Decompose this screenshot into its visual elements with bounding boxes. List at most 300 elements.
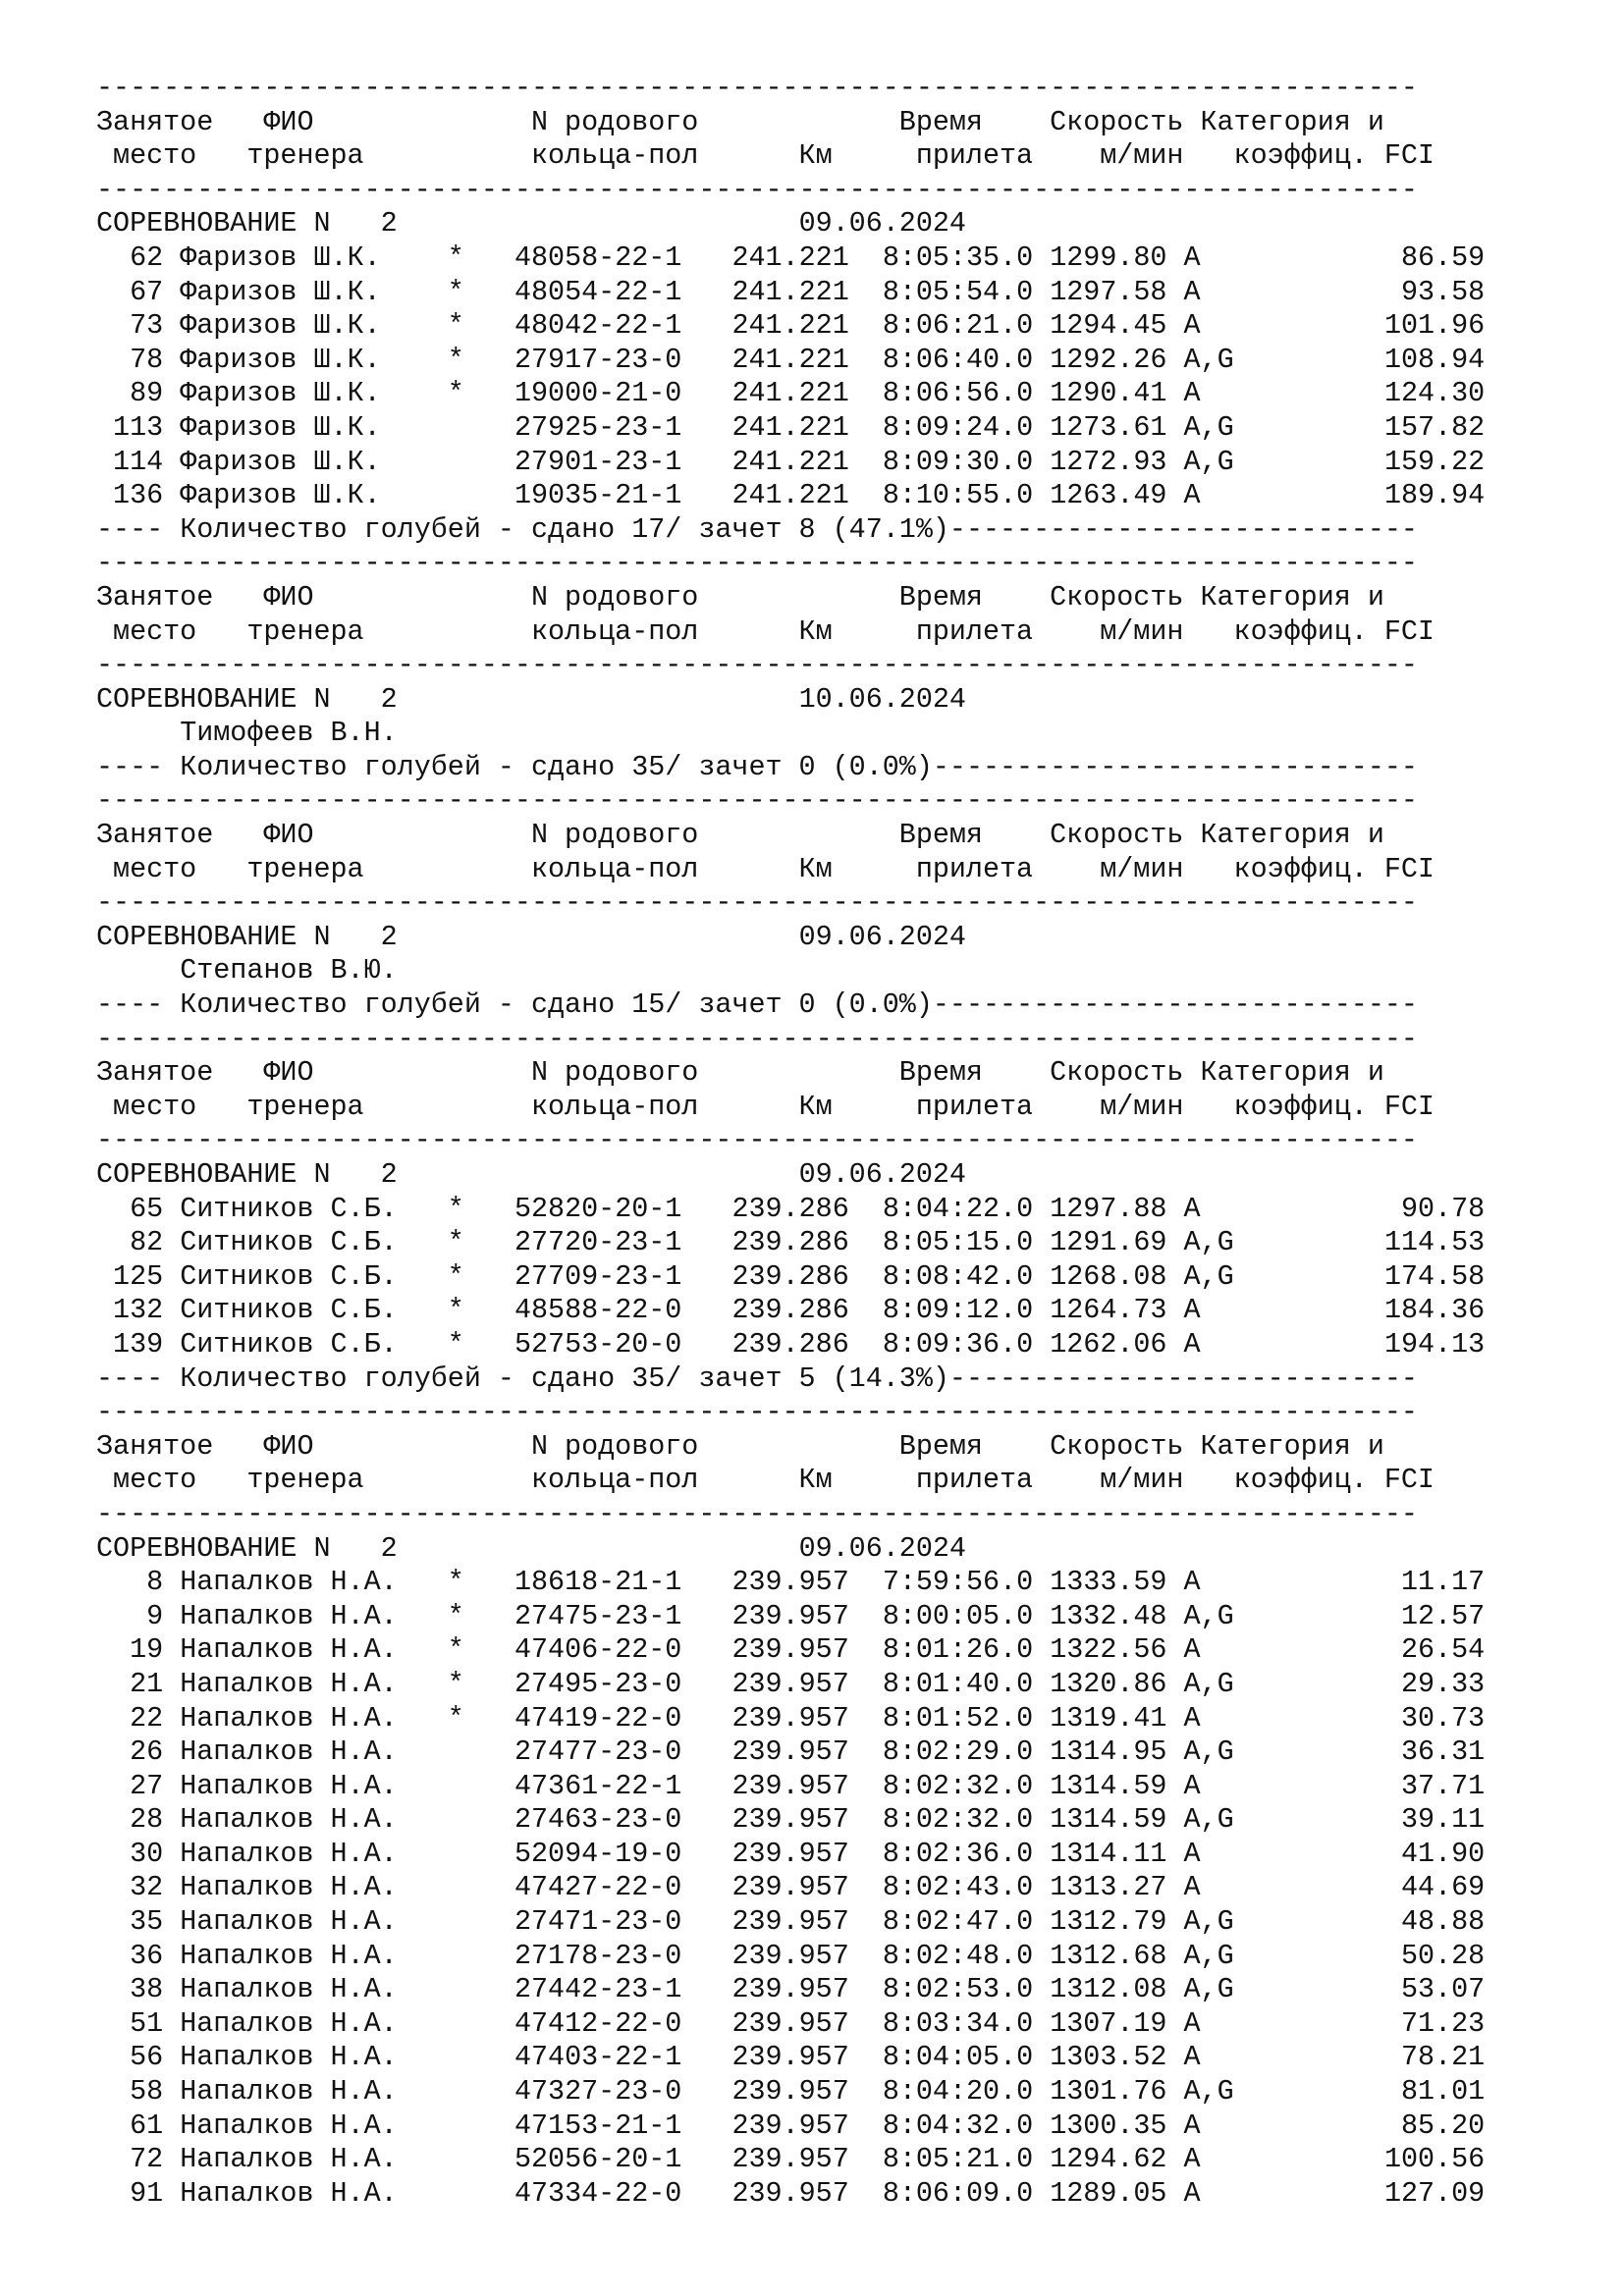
table-row <box>96 1838 1569 1872</box>
cell-time: 8:02:36.0 <box>882 1837 1034 1870</box>
cell-ring: 48042-22-1 <box>514 309 682 343</box>
cell-coefficient: 90.78 <box>1233 1192 1486 1225</box>
cell-km: 241.221 <box>731 410 849 444</box>
cell-ring: 19035-21-1 <box>514 479 682 512</box>
sep <box>1033 2041 1050 2073</box>
sep <box>1033 479 1050 511</box>
cell-coefficient: 41.90 <box>1233 1837 1486 1870</box>
table-row <box>96 2143 1569 2177</box>
cell-category: A <box>1183 1701 1234 1735</box>
cell-mark: * <box>413 1327 514 1361</box>
sep <box>849 1770 883 1802</box>
cell-ring: 27463-23-0 <box>514 1803 682 1837</box>
cell-speed: 1273.61 <box>1050 410 1167 444</box>
sep <box>163 276 180 308</box>
cell-speed: 1314.11 <box>1050 1837 1167 1870</box>
sep <box>849 2109 883 2142</box>
cell-time: 8:06:56.0 <box>882 377 1034 410</box>
sep <box>681 2177 731 2210</box>
table-row <box>96 446 1569 480</box>
cell-mark: * <box>413 1667 514 1700</box>
cell-place: 89 <box>96 377 164 410</box>
sep <box>681 479 731 511</box>
sep <box>849 2143 883 2175</box>
cell-coefficient: 159.22 <box>1233 445 1486 478</box>
cell-category: A,G <box>1183 343 1234 376</box>
trainer-name: Тимофеев В.Н. <box>180 717 398 750</box>
cell-speed: 1313.27 <box>1050 1871 1167 1904</box>
cell-ring: 19000-21-0 <box>514 377 682 410</box>
cell-time: 8:09:36.0 <box>882 1327 1034 1361</box>
cell-speed: 1312.08 <box>1050 1973 1167 2006</box>
column-header-line-1: Занятое ФИО N родового Время Скорость Категория и <box>96 105 1384 138</box>
sep <box>1033 276 1050 308</box>
cell-speed: 1319.41 <box>1050 1701 1167 1735</box>
cell-trainer: Напалков Н.А. <box>180 2176 414 2210</box>
cell-mark <box>414 1838 514 1870</box>
table-row <box>96 276 1569 310</box>
sep <box>681 1294 731 1326</box>
cell-coefficient: 124.30 <box>1233 377 1486 410</box>
sep <box>849 1260 883 1293</box>
cell-km: 239.286 <box>731 1192 849 1225</box>
cell-category: A <box>1183 2143 1234 2176</box>
table-row <box>96 241 1569 276</box>
cell-mark <box>414 411 514 444</box>
cell-ring: 47327-23-0 <box>514 2075 682 2109</box>
cell-mark <box>414 2007 514 2040</box>
cell-coefficient: 29.33 <box>1233 1667 1486 1700</box>
cell-speed: 1263.49 <box>1050 479 1167 512</box>
sep <box>1166 276 1183 308</box>
sep <box>681 276 731 308</box>
sep <box>163 2041 180 2073</box>
cell-time: 8:02:32.0 <box>882 1803 1034 1837</box>
cell-trainer: Фаризов Ш.К. <box>180 410 414 444</box>
cell-speed: 1297.88 <box>1050 1192 1167 1225</box>
cell-mark: * <box>413 1599 514 1632</box>
table-row <box>96 1905 1569 1940</box>
cell-coefficient: 174.58 <box>1233 1259 1486 1293</box>
cell-ring: 52820-20-1 <box>514 1192 682 1225</box>
sep <box>1166 1294 1183 1326</box>
sep <box>163 1294 180 1326</box>
cell-time: 8:01:40.0 <box>882 1667 1034 1700</box>
sep <box>1033 1803 1050 1836</box>
table-row <box>96 1668 1569 1702</box>
competition-date: 09.06.2024 <box>798 1531 966 1565</box>
column-header-line-2: место тренера кольца-пол Км прилета м/мин коэффиц. FCI <box>96 852 1435 885</box>
cell-mark <box>414 1735 514 1768</box>
divider: ------------------------------------------------------------------------------- <box>96 784 1418 818</box>
column-header-line-2: место тренера кольца-пол Км прилета м/мин коэффиц. FCI <box>96 614 1435 648</box>
cell-km: 239.957 <box>731 2041 849 2074</box>
sep <box>163 1735 180 1768</box>
sep <box>681 2143 731 2175</box>
cell-ring: 47403-22-1 <box>514 2041 682 2074</box>
cell-place: 62 <box>96 240 164 274</box>
cell-place: 32 <box>96 1871 164 1904</box>
cell-km: 239.957 <box>731 1599 849 1632</box>
sep <box>1166 1871 1183 1903</box>
summary-text: Количество голубей - сдано 35/ зачет 5 (14.3%) <box>180 1362 949 1395</box>
sep <box>1166 1668 1183 1700</box>
sep <box>849 1226 883 1258</box>
cell-km: 239.957 <box>731 1769 849 1802</box>
sep <box>681 1193 731 1225</box>
cell-place: 78 <box>96 343 164 376</box>
sep <box>1033 446 1050 478</box>
cell-speed: 1262.06 <box>1050 1327 1167 1361</box>
sep <box>163 1226 180 1258</box>
cell-time: 8:04:22.0 <box>882 1192 1034 1225</box>
sep <box>163 2143 180 2175</box>
column-header-line-2: место тренера кольца-пол Км прилета м/мин коэффиц. FCI <box>96 139 1435 173</box>
cell-coefficient: 127.09 <box>1233 2176 1486 2210</box>
cell-place: 136 <box>96 479 164 512</box>
sep <box>681 2075 731 2108</box>
cell-km: 241.221 <box>731 377 849 410</box>
cell-mark: * <box>413 309 514 343</box>
cell-trainer: Напалков Н.А. <box>180 1871 414 1904</box>
sep <box>1033 377 1050 409</box>
cell-category: A <box>1183 2109 1234 2142</box>
cell-place: 132 <box>96 1294 164 1327</box>
cell-trainer: Напалков Н.А. <box>180 1599 414 1632</box>
sep <box>1166 1905 1183 1938</box>
cell-speed: 1292.26 <box>1050 343 1167 376</box>
cell-ring: 18618-21-1 <box>514 1566 682 1599</box>
cell-time: 8:03:34.0 <box>882 2006 1034 2040</box>
sep <box>681 1905 731 1938</box>
cell-speed: 1268.08 <box>1050 1259 1167 1293</box>
sep <box>849 411 883 444</box>
divider: ------------------------------------------------------------------------------- <box>96 1022 1418 1055</box>
cell-trainer: Фаризов Ш.К. <box>180 445 414 478</box>
sep <box>1033 309 1050 342</box>
sep <box>1166 241 1183 274</box>
cell-coefficient: 12.57 <box>1233 1599 1486 1632</box>
sep <box>1166 309 1183 342</box>
competition-line <box>96 1532 1569 1567</box>
sep <box>1166 411 1183 444</box>
cell-mark <box>414 479 514 511</box>
cell-category: A <box>1183 1837 1234 1870</box>
cell-km: 239.957 <box>731 1905 849 1939</box>
cell-trainer: Напалков Н.А. <box>180 2143 414 2176</box>
cell-trainer: Напалков Н.А. <box>180 1905 414 1939</box>
divider: ------------------------------------------------------------------------------- <box>96 1396 1418 1429</box>
sep <box>1033 241 1050 274</box>
cell-ring: 52094-19-0 <box>514 1837 682 1870</box>
summary-dashes-right: ----------------------------- <box>932 988 1418 1022</box>
sep <box>163 2177 180 2210</box>
cell-coefficient: 50.28 <box>1233 1939 1486 1972</box>
cell-category: A <box>1183 240 1234 274</box>
cell-category: A,G <box>1183 1259 1234 1293</box>
table-row <box>96 1328 1569 1362</box>
sep <box>681 377 731 409</box>
cell-trainer: Ситников С.Б. <box>180 1259 414 1293</box>
sep <box>1033 1735 1050 1768</box>
sep <box>1166 2143 1183 2175</box>
cell-category: A,G <box>1183 1667 1234 1700</box>
sep <box>1033 2143 1050 2175</box>
sep <box>681 1940 731 1972</box>
summary-dashes-left: ---- <box>96 988 181 1022</box>
cell-trainer: Ситников С.Б. <box>180 1226 414 1259</box>
cell-mark: * <box>413 1701 514 1735</box>
cell-ring: 47361-22-1 <box>514 1769 682 1802</box>
cell-place: 27 <box>96 1769 164 1802</box>
sep <box>1033 2109 1050 2142</box>
cell-mark: * <box>413 1226 514 1259</box>
sep <box>1166 1838 1183 1870</box>
cell-km: 241.221 <box>731 309 849 343</box>
sep <box>681 309 731 342</box>
sep <box>1166 1940 1183 1972</box>
cell-speed: 1312.68 <box>1050 1939 1167 1972</box>
cell-time: 8:04:32.0 <box>882 2109 1034 2142</box>
table-row <box>96 1973 1569 2007</box>
cell-time: 8:02:47.0 <box>882 1905 1034 1939</box>
indent <box>96 717 180 749</box>
cell-trainer: Напалков Н.А. <box>180 1667 414 1700</box>
sep <box>163 1260 180 1293</box>
cell-time: 8:05:15.0 <box>882 1226 1034 1259</box>
sep <box>681 1735 731 1768</box>
cell-speed: 1272.93 <box>1050 445 1167 478</box>
sep <box>849 1838 883 1870</box>
cell-mark <box>414 1770 514 1802</box>
results-report <box>96 72 1569 2211</box>
sep <box>163 1803 180 1836</box>
cell-place: 73 <box>96 309 164 343</box>
cell-place: 139 <box>96 1327 164 1361</box>
sep <box>1033 1871 1050 1903</box>
cell-km: 239.286 <box>731 1259 849 1293</box>
summary-line <box>96 988 1569 1023</box>
cell-category: A <box>1183 377 1234 410</box>
cell-ring: 27901-23-1 <box>514 445 682 478</box>
sep <box>163 1633 180 1666</box>
table-row <box>96 344 1569 378</box>
sep <box>1033 1226 1050 1258</box>
cell-speed: 1290.41 <box>1050 377 1167 410</box>
cell-ring: 27925-23-1 <box>514 410 682 444</box>
cell-time: 8:05:21.0 <box>882 2143 1034 2176</box>
cell-category: A <box>1183 309 1234 343</box>
cell-trainer: Напалков Н.А. <box>180 1735 414 1769</box>
sep <box>163 1940 180 1972</box>
sep <box>681 1566 731 1598</box>
cell-trainer: Напалков Н.А. <box>180 1566 414 1599</box>
cell-time: 8:05:54.0 <box>882 275 1034 308</box>
cell-place: 26 <box>96 1735 164 1769</box>
table-row <box>96 2041 1569 2075</box>
cell-trainer: Напалков Н.А. <box>180 2006 414 2040</box>
sep <box>681 1838 731 1870</box>
cell-trainer: Ситников С.Б. <box>180 1192 414 1225</box>
cell-coefficient: 101.96 <box>1233 309 1486 343</box>
cell-category: A <box>1183 1633 1234 1667</box>
cell-coefficient: 30.73 <box>1233 1701 1486 1735</box>
sep <box>163 1871 180 1903</box>
cell-category: A <box>1183 479 1234 512</box>
sep <box>163 344 180 376</box>
competition-title: СОРЕВНОВАНИЕ N 2 <box>96 1531 799 1565</box>
cell-time: 8:01:26.0 <box>882 1633 1034 1667</box>
sep <box>163 446 180 478</box>
column-header-line-1: Занятое ФИО N родового Время Скорость Категория и <box>96 1056 1384 1090</box>
table-row <box>96 1193 1569 1227</box>
cell-category: A <box>1183 2006 1234 2040</box>
cell-time: 8:04:05.0 <box>882 2041 1034 2074</box>
cell-speed: 1300.35 <box>1050 2109 1167 2142</box>
divider: ------------------------------------------------------------------------------- <box>96 886 1418 920</box>
sep <box>1166 1193 1183 1225</box>
sep <box>849 1193 883 1225</box>
cell-category: A,G <box>1183 1973 1234 2006</box>
cell-km: 241.221 <box>731 445 849 478</box>
sep <box>1166 2007 1183 2040</box>
cell-km: 239.286 <box>731 1226 849 1259</box>
table-row <box>96 1633 1569 1668</box>
summary-text: Количество голубей - сдано 17/ зачет 8 (47.1%) <box>180 512 949 546</box>
cell-ring: 27475-23-1 <box>514 1599 682 1632</box>
sep <box>163 411 180 444</box>
cell-place: 56 <box>96 2041 164 2074</box>
sep <box>1166 1973 1183 2005</box>
cell-speed: 1307.19 <box>1050 2006 1167 2040</box>
cell-mark <box>414 2143 514 2175</box>
cell-mark: * <box>413 1633 514 1667</box>
cell-coefficient: 194.13 <box>1233 1327 1486 1361</box>
cell-place: 9 <box>96 1599 164 1632</box>
divider: ------------------------------------------------------------------------------- <box>96 72 1418 104</box>
cell-place: 72 <box>96 2143 164 2176</box>
cell-time: 8:02:53.0 <box>882 1973 1034 2006</box>
cell-mark <box>414 446 514 478</box>
cell-ring: 48588-22-0 <box>514 1294 682 1327</box>
sep <box>849 2041 883 2073</box>
cell-mark: * <box>413 377 514 410</box>
cell-category: A <box>1183 2176 1234 2210</box>
cell-speed: 1294.62 <box>1050 2143 1167 2176</box>
cell-trainer: Напалков Н.А. <box>180 2075 414 2109</box>
cell-place: 114 <box>96 445 164 478</box>
competition-date: 09.06.2024 <box>798 1158 966 1191</box>
sep <box>681 1871 731 1903</box>
cell-place: 8 <box>96 1566 164 1599</box>
cell-speed: 1320.86 <box>1050 1667 1167 1700</box>
cell-coefficient: 189.94 <box>1233 479 1486 512</box>
divider: ------------------------------------------------------------------------------- <box>96 1124 1418 1157</box>
cell-speed: 1301.76 <box>1050 2075 1167 2109</box>
cell-speed: 1303.52 <box>1050 2041 1167 2074</box>
table-row <box>96 377 1569 411</box>
cell-speed: 1314.95 <box>1050 1735 1167 1769</box>
cell-place: 82 <box>96 1226 164 1259</box>
sep <box>681 241 731 274</box>
cell-km: 239.957 <box>731 2006 849 2040</box>
cell-ring: 27917-23-0 <box>514 343 682 376</box>
cell-category: A <box>1183 1192 1234 1225</box>
sep <box>163 1668 180 1700</box>
cell-time: 8:02:48.0 <box>882 1939 1034 1972</box>
sep <box>1166 377 1183 409</box>
cell-coefficient: 11.17 <box>1233 1566 1486 1599</box>
sep <box>1166 1803 1183 1836</box>
sep <box>1166 446 1183 478</box>
sep <box>681 2041 731 2073</box>
cell-category: A,G <box>1183 1599 1234 1632</box>
cell-ring: 47334-22-0 <box>514 2176 682 2210</box>
competition-title: СОРЕВНОВАНИЕ N 2 <box>96 920 799 953</box>
sep <box>681 1633 731 1666</box>
table-row <box>96 2007 1569 2042</box>
sep <box>849 1328 883 1361</box>
cell-ring: 27709-23-1 <box>514 1259 682 1293</box>
cell-place: 58 <box>96 2075 164 2109</box>
cell-place: 91 <box>96 2176 164 2210</box>
sep <box>1033 1294 1050 1326</box>
column-header-line-2: место тренера кольца-пол Км прилета м/мин коэффиц. FCI <box>96 1464 1435 1497</box>
cell-ring: 27471-23-0 <box>514 1905 682 1939</box>
sep <box>1033 411 1050 444</box>
cell-ring: 27495-23-0 <box>514 1667 682 1700</box>
cell-coefficient: 39.11 <box>1233 1803 1486 1837</box>
cell-coefficient: 86.59 <box>1233 240 1486 274</box>
cell-category: A,G <box>1183 1803 1234 1837</box>
sep <box>1166 1735 1183 1768</box>
sep <box>849 2177 883 2210</box>
sep <box>1033 1702 1050 1735</box>
sep <box>163 309 180 342</box>
table-row <box>96 1940 1569 1974</box>
cell-mark <box>414 1940 514 1972</box>
sep <box>681 1668 731 1700</box>
cell-coefficient: 184.36 <box>1233 1294 1486 1327</box>
cell-trainer: Напалков Н.А. <box>180 1939 414 1972</box>
cell-category: A <box>1183 1294 1234 1327</box>
cell-km: 239.957 <box>731 1939 849 1972</box>
cell-place: 61 <box>96 2109 164 2142</box>
cell-time: 7:59:56.0 <box>882 1566 1034 1599</box>
sep <box>1033 2075 1050 2108</box>
cell-trainer: Фаризов Ш.К. <box>180 309 414 343</box>
cell-km: 239.957 <box>731 1667 849 1700</box>
cell-time: 8:02:32.0 <box>882 1769 1034 1802</box>
table-row <box>96 1226 1569 1260</box>
cell-km: 239.957 <box>731 2075 849 2109</box>
sep <box>849 1633 883 1666</box>
column-header-line-1: Занятое ФИО N родового Время Скорость Категория и <box>96 580 1384 614</box>
sep <box>849 1668 883 1700</box>
sep <box>849 1871 883 1903</box>
cell-speed: 1333.59 <box>1050 1566 1167 1599</box>
cell-place: 22 <box>96 1701 164 1735</box>
sep <box>163 1193 180 1225</box>
sep <box>163 2007 180 2040</box>
cell-km: 239.957 <box>731 2176 849 2210</box>
summary-dashes-left: ---- <box>96 750 181 783</box>
cell-mark <box>414 1803 514 1836</box>
cell-category: A,G <box>1183 1226 1234 1259</box>
summary-dashes-left: ---- <box>96 512 181 546</box>
cell-category: A <box>1183 1327 1234 1361</box>
sep <box>849 1735 883 1768</box>
